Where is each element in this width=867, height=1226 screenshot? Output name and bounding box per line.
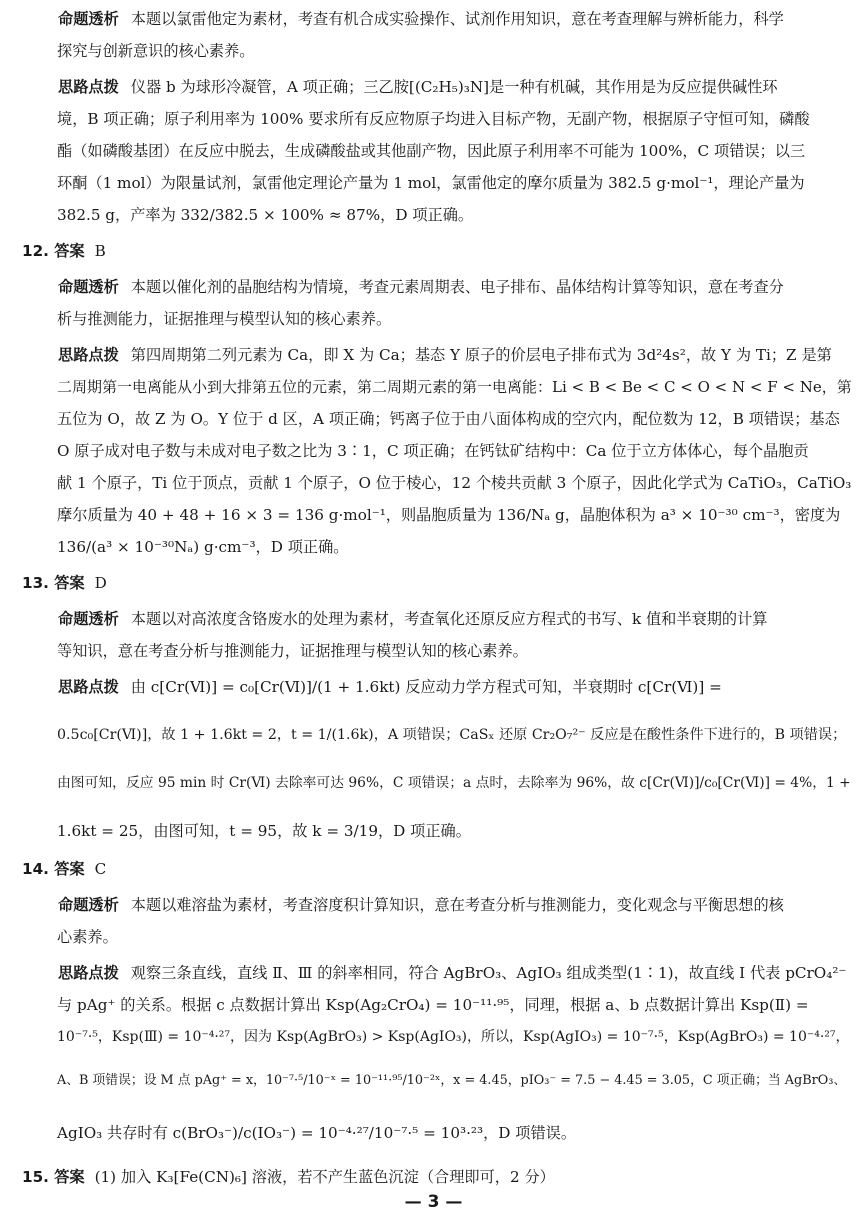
section-lead: 命题透析 bbox=[58, 10, 119, 28]
paragraph-line: 136/(a³ × 10⁻³⁰Nₐ) g·cm⁻³，D 项正确。 bbox=[57, 538, 349, 556]
paragraph-line: 二周期第一电离能从小到大排第五位的元素，第二周期元素的第一电离能：Li < B < Be < C < O < N < F < Ne，第 bbox=[57, 378, 852, 396]
paragraph-line: 酯（如磷酸基团）在反应中脱去，生成磷酸盐或其他副产物，因此原子利用率不可能为 100%，C 项错误；以三 bbox=[57, 142, 806, 160]
paragraph-line: 环酮（1 mol）为限量试剂，氯雷他定理论产量为 1 mol，氯雷他定的摩尔质量为 382.5 g·mol⁻¹，理论产量为 bbox=[57, 174, 805, 192]
paragraph-line bbox=[58, 672, 848, 702]
answer-value: C bbox=[94, 860, 107, 878]
answer-label: 15. 答案 bbox=[22, 1168, 85, 1186]
paragraph-line bbox=[58, 72, 848, 102]
answer-value: (1) 加入 K₃[Fe(CN)₆] 溶液，若不产生蓝色沉淀（合理即可，2 分） bbox=[94, 1168, 555, 1186]
answer-heading bbox=[22, 568, 107, 598]
paragraph-line: 1.6kt = 25，由图可知，t = 95，故 k = 3/19，D 项正确。 bbox=[57, 822, 471, 840]
paragraph-text: 观察三条直线，直线 Ⅱ、Ⅲ 的斜率相同，符合 AgBrO₃、AgIO₃ 组成类型(1∶1)，故直线 Ⅰ 代表 pCrO₄²⁻ bbox=[130, 964, 847, 982]
paragraph-line: 五位为 O，故 Z 为 O。Y 位于 d 区，A 项正确；钙离子位于由八面体构成的空穴内，配位数为 12，B 项错误；基态 bbox=[57, 410, 840, 428]
paragraph-line: 等知识，意在考查分析与推测能力，证据推理与模型认知的核心素养。 bbox=[57, 642, 528, 660]
paragraph-text: 本题以催化剂的晶胞结构为情境，考查元素周期表、电子排布、晶体结构计算等知识，意在考查分 bbox=[130, 278, 784, 296]
answer-label: 12. 答案 bbox=[22, 242, 85, 260]
paragraph-text: 本题以氯雷他定为素材，考查有机合成实验操作、试剂作用知识，意在考查理解与辨析能力，科学 bbox=[130, 10, 784, 28]
paragraph-text: 本题以对高浓度含铬废水的处理为素材，考查氧化还原反应方程式的书写、k 值和半衰期的计算 bbox=[130, 610, 768, 628]
answer-heading bbox=[22, 854, 106, 884]
answer-heading bbox=[22, 1162, 555, 1192]
answer-label: 13. 答案 bbox=[22, 574, 85, 592]
answer-heading bbox=[22, 236, 106, 266]
paragraph-line bbox=[58, 272, 848, 302]
section-lead: 思路点拨 bbox=[58, 964, 119, 982]
paragraph-line: A、B 项错误；设 M 点 pAg⁺ = x，10⁻⁷·⁵/10⁻ˣ = 10⁻¹¹·⁹⁵/10⁻²ˣ，x = 4.45，pIO₃⁻ = 7.5 − 4.45 = 3.05，C 项正确；当 AgBrO₃、 bbox=[57, 1073, 847, 1088]
paragraph-line: 献 1 个原子，Ti 位于顶点，贡献 1 个原子，O 位于棱心，12 个棱共贡献 3 个原子，因此化学式为 CaTiO₃，CaTiO₃ bbox=[57, 474, 852, 492]
paragraph-line: 由图可知，反应 95 min 时 Cr(Ⅵ) 去除率可达 96%，C 项错误；a 点时，去除率为 96%，故 c[Cr(Ⅵ)]/c₀[Cr(Ⅵ)] = 4%，1 + bbox=[57, 775, 851, 791]
paragraph-line bbox=[58, 604, 848, 634]
page-number: — 3 — bbox=[404, 1192, 463, 1212]
answer-label: 14. 答案 bbox=[22, 860, 85, 878]
paragraph-line: 探究与创新意识的核心素养。 bbox=[57, 42, 255, 60]
paragraph-line: 10⁻⁷·⁵，Ksp(Ⅲ) = 10⁻⁴·²⁷，因为 Ksp(AgBrO₃) > Ksp(AgIO₃)，所以，Ksp(AgIO₃) = 10⁻⁷·⁵，Ksp(AgBrO₃) = 10⁻⁴·²⁷， bbox=[57, 1029, 850, 1045]
paragraph-text: 第四周期第二列元素为 Ca，即 X 为 Ca；基态 Y 原子的价层电子排布式为 3d²4s²，故 Y 为 Ti；Z 是第 bbox=[130, 346, 832, 364]
paragraph-line bbox=[58, 4, 848, 34]
paragraph-line bbox=[58, 340, 848, 370]
paragraph-text: 仪器 b 为球形冷凝管，A 项正确；三乙胺[(C₂H₅)₃N]是一种有机碱，其作用是为反应提供碱性环 bbox=[130, 78, 778, 96]
paragraph-line: 382.5 g，产率为 332/382.5 × 100% ≈ 87%，D 项正确。 bbox=[57, 206, 474, 224]
paragraph-line: 0.5c₀[Cr(Ⅵ)]，故 1 + 1.6kt = 2，t = 1/(1.6k)，A 项错误；CaSₓ 还原 Cr₂O₇²⁻ 反应是在酸性条件下进行的，B 项错误； bbox=[57, 727, 847, 743]
answer-value: B bbox=[94, 242, 106, 260]
paragraph-line: O 原子成对电子数与未成对电子数之比为 3∶1，C 项正确；在钙钛矿结构中：Ca 位于立方体体心，每个晶胞贡 bbox=[57, 442, 809, 460]
section-lead: 命题透析 bbox=[58, 610, 119, 628]
paragraph-line: AgIO₃ 共存时有 c(BrO₃⁻)/c(IO₃⁻) = 10⁻⁴·²⁷/10⁻⁷·⁵ = 10³·²³，D 项错误。 bbox=[57, 1124, 577, 1142]
paragraph-line: 境，B 项正确；原子利用率为 100% 要求所有反应物原子均进入目标产物，无副产物，根据原子守恒可知，磷酸 bbox=[57, 110, 810, 128]
paragraph-line bbox=[58, 890, 848, 920]
answer-value: D bbox=[94, 574, 107, 592]
paragraph-line: 心素养。 bbox=[57, 928, 118, 946]
paragraph-line: 摩尔质量为 40 + 48 + 16 × 3 = 136 g·mol⁻¹，则晶胞质量为 136/Nₐ g，晶胞体积为 a³ × 10⁻³⁰ cm⁻³，密度为 bbox=[57, 506, 841, 524]
section-lead: 命题透析 bbox=[58, 278, 119, 296]
paragraph-line bbox=[58, 958, 848, 988]
section-lead: 命题透析 bbox=[58, 896, 119, 914]
section-lead: 思路点拨 bbox=[58, 78, 119, 96]
section-lead: 思路点拨 bbox=[58, 346, 119, 364]
section-lead: 思路点拨 bbox=[58, 678, 119, 696]
paragraph-text: 本题以难溶盐为素材，考查溶度积计算知识，意在考查分析与推测能力，变化观念与平衡思想的核 bbox=[130, 896, 784, 914]
paragraph-line: 析与推测能力，证据推理与模型认知的核心素养。 bbox=[57, 310, 392, 328]
paragraph-line: 与 pAg⁺ 的关系。根据 c 点数据计算出 Ksp(Ag₂CrO₄) = 10⁻¹¹·⁹⁵，同理，根据 a、b 点数据计算出 Ksp(Ⅱ) = bbox=[57, 996, 809, 1014]
paragraph-text: 由 c[Cr(Ⅵ)] = c₀[Cr(Ⅵ)]/(1 + 1.6kt) 反应动力学方程式可知，半衰期时 c[Cr(Ⅵ)] = bbox=[130, 678, 722, 696]
